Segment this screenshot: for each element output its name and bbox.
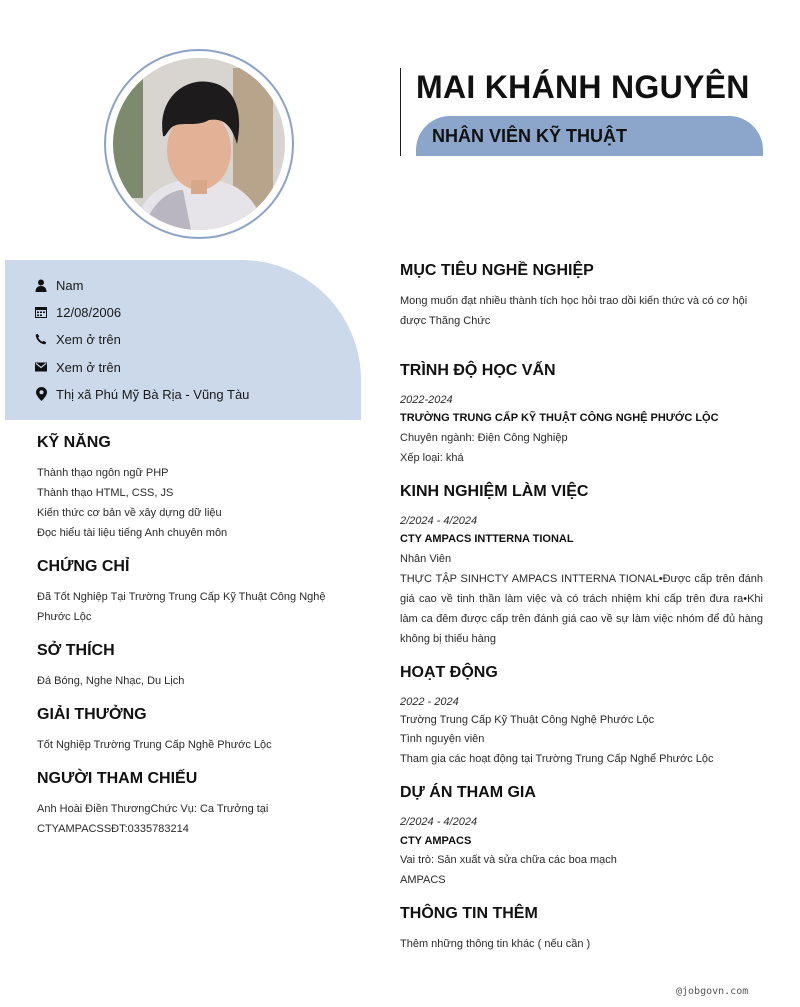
activities-period: 2022 - 2024 <box>400 696 459 708</box>
contact-gender-value: Nam <box>56 277 84 293</box>
activities-title: HOẠT ĐỘNG <box>400 664 498 681</box>
activities-org: Trường Trung Cấp Kỹ Thuật Công Nghệ Phước Lộc <box>400 714 655 726</box>
education-title: TRÌNH ĐỘ HỌC VẤN <box>400 362 556 379</box>
experience-company: CTY AMPACS INTTERNA TIONAL <box>400 533 574 545</box>
contact-birthday-value: 12/08/2006 <box>56 304 122 320</box>
extra-text: Thêm những thông tin khác ( nếu cần ) <box>400 938 591 950</box>
certificates-text: Đã Tốt Nghiệp Tại Trường Trung Cấp Kỹ Thuật Công Nghệ Phước Lộc <box>37 591 326 623</box>
user-icon <box>34 278 48 292</box>
job-title: NHÂN VIÊN KỸ THUẬT <box>432 126 628 146</box>
hobbies-text: Đá Bóng, Nghe Nhạc, Du Lịch <box>37 675 185 687</box>
header-divider <box>400 68 401 156</box>
projects-title: DỰ ÁN THAM GIA <box>400 784 536 801</box>
contact-address <box>34 384 249 404</box>
projects-role: Vai trò: Sản xuất và sửa chữa các boa mạch <box>400 854 617 866</box>
skill-item: Kiến thức cơ bản về xây dựng dữ liệu <box>37 507 222 519</box>
experience-period: 2/2024 - 4/2024 <box>400 515 478 527</box>
education-major: Chuyên ngành: Điện Công Nghiệp <box>400 432 568 444</box>
skill-item: Đọc hiểu tài liệu tiếng Anh chuyên môn <box>37 527 228 539</box>
watermark: @jobgovn.com <box>676 986 749 997</box>
projects-note: AMPACS <box>400 874 446 886</box>
activities-description: Tham gia các hoạt động tại Trường Trung Cấp Nghể Phước Lộc <box>400 753 714 765</box>
location-pin-icon <box>34 387 48 401</box>
hobbies-title: SỞ THÍCH <box>37 642 115 659</box>
contact-email <box>34 357 121 377</box>
reference-line: CTYAMPACSSĐT:0335783214 <box>37 823 189 835</box>
skill-item: Thành thạo HTML, CSS, JS <box>37 487 174 499</box>
phone-icon <box>34 332 48 346</box>
avatar <box>113 58 285 230</box>
experience-position: Nhân Viên <box>400 553 452 565</box>
awards-title: GIẢI THƯỞNG <box>37 706 147 723</box>
experience-title: KINH NGHIỆM LÀM VIỆC <box>400 483 589 500</box>
contact-address-value: Thị xã Phú Mỹ Bà Rịa - Vũng Tàu <box>56 386 250 402</box>
extra-title: THÔNG TIN THÊM <box>400 905 538 922</box>
email-icon <box>34 360 48 374</box>
awards-text: Tốt Nghiệp Trường Trung Cấp Nghề Phước Lộc <box>37 739 272 751</box>
objective-text: Mong muốn đạt nhiều thành tích học hỏi trao dồi kiến thức và có cơ hội được Thăng Chức <box>400 295 748 327</box>
activities-role: Tình nguyện viên <box>400 733 485 745</box>
skills-title: KỸ NĂNG <box>37 434 111 451</box>
job-title-banner <box>416 116 763 156</box>
education-grade: Xếp loại: khá <box>400 452 464 464</box>
calendar-icon <box>34 305 48 319</box>
education-period: 2022-2024 <box>400 394 453 406</box>
references-title: NGƯỜI THAM CHIẾU <box>37 770 198 787</box>
contact-birthday <box>34 302 121 322</box>
projects-period: 2/2024 - 4/2024 <box>400 816 478 828</box>
contact-phone-value: Xem ở trên <box>56 331 121 347</box>
projects-company: CTY AMPACS <box>400 835 472 847</box>
candidate-name: MAI KHÁNH NGUYÊN <box>416 69 750 105</box>
certificates-title: CHỨNG CHỈ <box>37 558 130 575</box>
contact-gender <box>34 275 83 295</box>
objective-title: MỤC TIÊU NGHỀ NGHIỆP <box>400 262 594 279</box>
contact-phone <box>34 329 121 349</box>
experience-description: THỰC TẬP SINHCTY AMPACS INTTERNA TIONAL•Được cấp trên đánh giá cao về tinh thần làm việc và có trách nhiệm khi cấp trên đưa ra•Khi làm ca đêm được cấp trên đánh giá cao về sự làm việc nhóm để đủ hàng không bị thiếu hàng <box>400 573 763 645</box>
education-school: TRƯỜNG TRUNG CẤP KỸ THUẬT CÔNG NGHỆ PHƯỚC LỘC <box>400 412 719 424</box>
reference-line: Anh Hoài Điền ThươngChức Vụ: Ca Trưởng tại <box>37 803 269 815</box>
contact-email-value: Xem ở trên <box>56 359 121 375</box>
skill-item: Thành thạo ngôn ngữ PHP <box>37 467 169 479</box>
